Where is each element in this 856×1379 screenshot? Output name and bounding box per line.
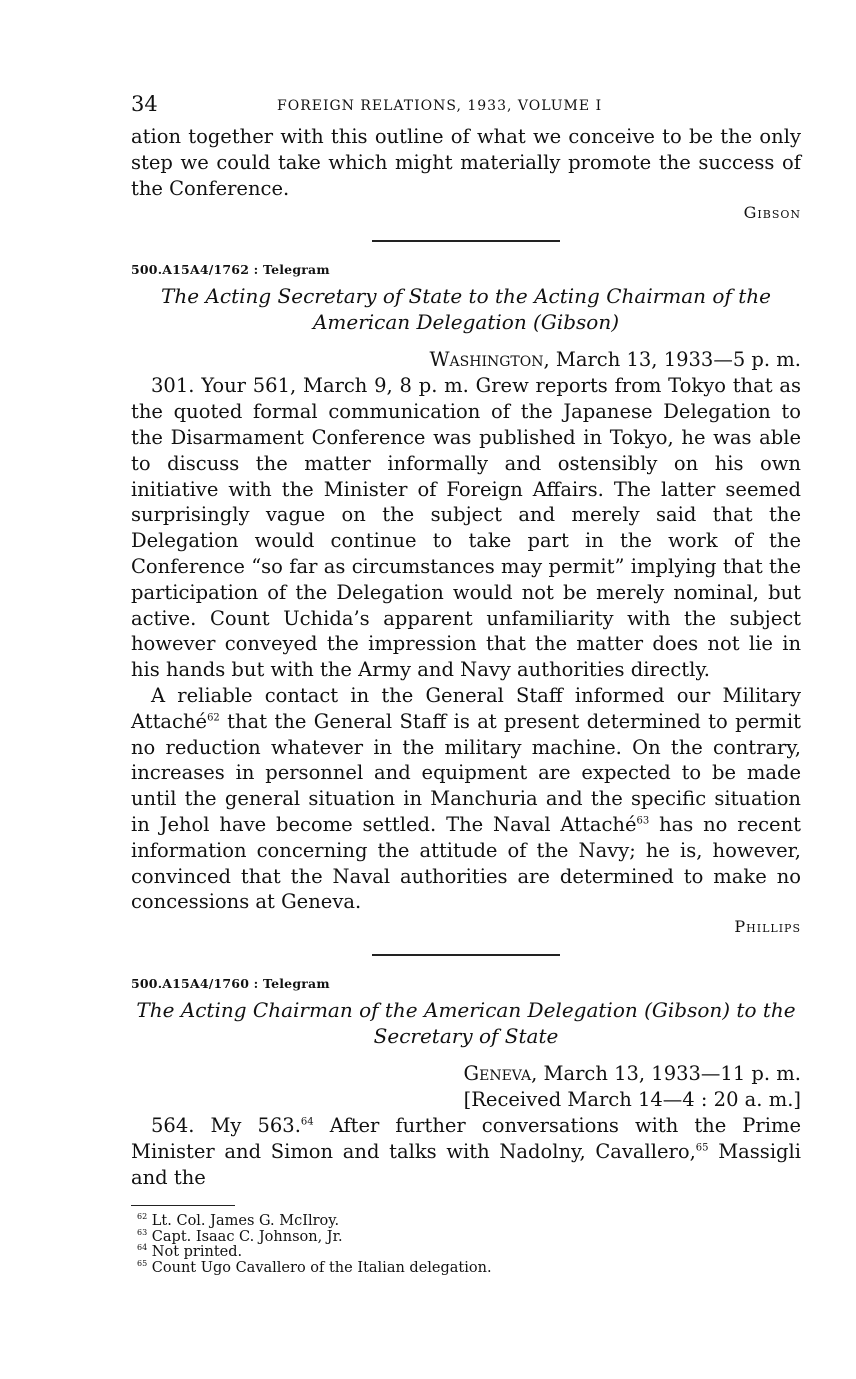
document-page bbox=[131, 92, 801, 1276]
text-run: 564. My 563. bbox=[151, 1114, 301, 1138]
dateline bbox=[131, 1061, 801, 1087]
signature-phillips: Phillips bbox=[734, 917, 801, 937]
footnote bbox=[137, 1214, 801, 1230]
footnote-number: 64 bbox=[137, 1243, 148, 1253]
dateline bbox=[131, 347, 801, 373]
section-divider bbox=[372, 954, 560, 956]
text-run: has no recent information concerning the attitude of the Navy; he is, however, convinced that the Naval authorities are determined to make no concessions at Geneva. bbox=[131, 812, 801, 914]
footnote-ref: 65 bbox=[695, 1142, 709, 1154]
footnote-ref: 62 bbox=[207, 712, 220, 724]
telegram-paragraph: 301. Your 561, March 9, 8 p. m. Grew reports from Tokyo that as the quoted formal communication of the Japanese Delegation to the Disarmament Conference was published in Tokyo, he was able to discuss the matter informally and ostensibly on his own initiative with the Minister of Foreign Affairs. The latter seemed surprisingly vague on the subject and merely said that the Delegation would continue to take part in the work of the Conference “so far as circumstances may permit” implying that the participation of the Delegation would not be merely nominal, but active. Count Uchida’s apparent unfamiliarity with the subject however conveyed the impression that the matter does not lie in his hands but with the Army and Navy authorities directly. bbox=[131, 374, 801, 682]
footnote bbox=[137, 1245, 801, 1261]
footnote-number: 62 bbox=[137, 1212, 148, 1222]
footnote-divider bbox=[131, 1205, 235, 1207]
telegram-paragraph bbox=[131, 1113, 801, 1190]
footnote bbox=[137, 1258, 801, 1277]
document-title: The Acting Secretary of State to the Acting Chairman of the American Delegation (Gibson) bbox=[161, 284, 771, 335]
text-run: that the General Staff is at present determined to permit no reduction whatever in the military machine. On the contrary, increases in personnel and equipment are expected to be made until the general situation in Manchuria and the specific situation in Jehol have become settled. The Naval Attaché bbox=[131, 709, 801, 836]
footnote-text: Not printed. bbox=[151, 1244, 243, 1261]
document-title: The Acting Chairman of the American Delegation (Gibson) to the Secretary of State bbox=[136, 998, 796, 1049]
footnote-text: Count Ugo Cavallero of the Italian delegation. bbox=[151, 1259, 492, 1276]
telegram-paragraph bbox=[131, 683, 801, 915]
dateline-date: March 13, 1933—5 p. m. bbox=[549, 348, 801, 372]
text-run: A reliable contact in the General Staff informed our Military Attaché bbox=[131, 683, 801, 733]
footnote bbox=[137, 1227, 801, 1246]
text-run: Massigli and the bbox=[131, 1139, 802, 1189]
received-line: [Received March 14—4 : 20 a. m.] bbox=[463, 1088, 801, 1112]
signature-gibson: Gibson bbox=[743, 203, 801, 223]
document-reference: 500.A15A4/1762 : Telegram bbox=[131, 262, 330, 278]
footnote-text: Lt. Col. James G. McIlroy. bbox=[151, 1213, 340, 1230]
page-header bbox=[131, 92, 801, 124]
footnote-ref: 63 bbox=[636, 815, 650, 827]
dateline-place: Geneva, bbox=[463, 1062, 538, 1086]
footnote-ref: 64 bbox=[300, 1116, 314, 1128]
continuation-paragraph: ation together with this outline of what we conceive to be the only step we could take which might materially promote the success of the Conference. bbox=[131, 125, 801, 200]
page-number: 34 bbox=[131, 92, 158, 116]
running-head: FOREIGN RELATIONS, 1933, VOLUME I bbox=[277, 98, 603, 114]
dateline-date: March 13, 1933—11 p. m. bbox=[537, 1062, 801, 1086]
dateline-place: Washington, bbox=[429, 348, 550, 372]
footnote-number: 63 bbox=[137, 1227, 148, 1237]
text-run: After further conversations with the Prime Minister and Simon and talks with Nadolny, Cavallero, bbox=[131, 1114, 802, 1163]
footnote-number: 65 bbox=[137, 1258, 148, 1268]
document-reference: 500.A15A4/1760 : Telegram bbox=[131, 976, 330, 992]
footnotes bbox=[131, 1214, 801, 1276]
section-divider bbox=[372, 240, 560, 242]
footnote-text: Capt. Isaac C. Johnson, Jr. bbox=[151, 1228, 343, 1245]
